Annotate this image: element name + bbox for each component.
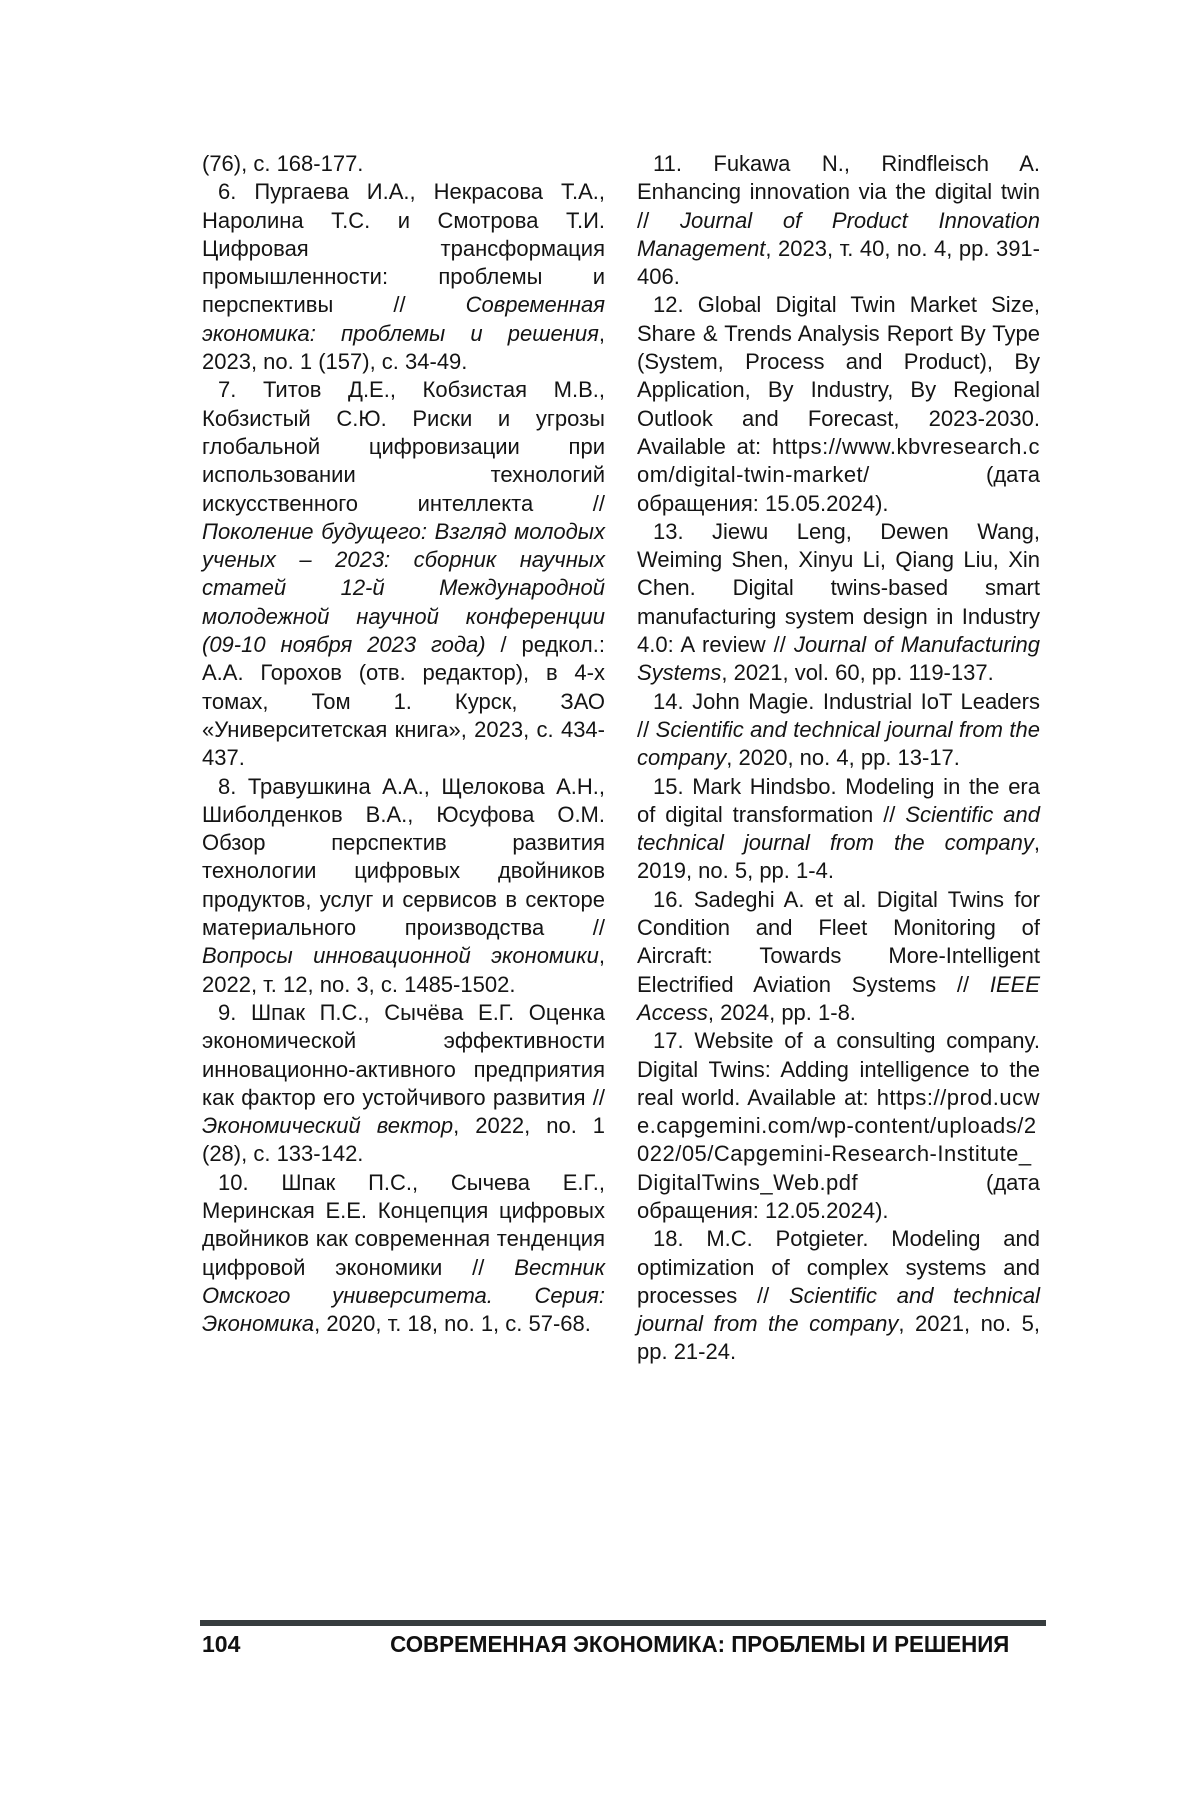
reference-source-title: Вопросы инновационной экономики (202, 943, 599, 969)
reference-item (202, 376, 605, 772)
reference-text: , 2021, no. 5, pp. 21-24. (637, 1311, 1041, 1365)
reference-source-title: Journal of Product Innovation Management (637, 207, 1041, 261)
reference-text: , 2022, т. 12, no. 3, с. 1485-1502. (202, 943, 605, 997)
reference-item (637, 688, 1040, 773)
reference-source-title: Современная экономика: проблемы и решения (202, 292, 605, 346)
reference-item (637, 150, 1040, 291)
reference-item (637, 518, 1040, 688)
references-column-left (202, 150, 605, 1338)
page-number: 104 (202, 1631, 241, 1657)
reference-text: 16. Sadeghi A. et al. Digital Twins for Condition and Fleet Monitoring of Aircraft: Towards More-Intelligent Electrified Aviation Systems // (637, 886, 1040, 997)
reference-source-title: Scientific and technical journal from the company (637, 801, 1040, 856)
reference-text: (76), с. 168-177. (202, 151, 364, 176)
reference-text: , 2023, т. 40, no. 4, pp. 391-406. (637, 235, 1040, 290)
reference-text: 18. M.C. Potgieter. Modeling and optimization of complex systems and processes // (637, 1226, 1040, 1308)
reference-text: 8. Травушкина А.А., Щелокова А.Н., Шиболденков В.А., Юсуфова О.М. Обзор перспектив развития технологии цифровых двойников продуктов, услуг и сервисов в секторе материального производства // (202, 773, 605, 941)
reference-text: 10. Шпак П.С., Сычева Е.Г., Меринская Е.Е. Концепция цифровых двойников как современная тенденция цифровой экономики // (202, 1169, 605, 1280)
reference-text: , 2023, no. 1 (157), с. 34-49. (202, 320, 605, 375)
reference-item (637, 773, 1040, 886)
reference-text: 13. Jiewu Leng, Dewen Wang, Weiming Shen, Xinyu Li, Qiang Liu, Xin Chen. Digital twins-based smart manufacturing system design in Industry 4.0: A review // (637, 518, 1040, 658)
reference-source-title: Вестник Омского университета. Серия: Экономика (202, 1254, 605, 1337)
reference-item (202, 1169, 605, 1339)
reference-item (637, 291, 1040, 517)
reference-source-title: IEEE Access (637, 971, 1040, 1025)
reference-item (202, 178, 605, 376)
reference-item (637, 1225, 1040, 1366)
reference-text: 12. Global Digital Twin Market Size, Share & Trends Analysis Report By Type (System, Process and Product), By Application, By Industry, By Regional Outlook and Forecast, 2023-2030. Available at: (637, 292, 1040, 459)
reference-url: https://prod.ucwe.capgemini.com/wp-content/uploads/2022/05/Capgemini-Research-Institute_DigitalTwins_Web.pdf (637, 1084, 1040, 1195)
reference-text: 6. Пургаева И.А., Некрасова Т.А., Наролина Т.С. и Смотрова Т.И. Цифровая трансформация промышленности: проблемы и перспективы // (202, 179, 605, 318)
reference-text: (дата обращения: 12.05.2024). (637, 1169, 1040, 1223)
reference-source-title: Scientific and technical journal from the company (637, 1282, 1041, 1337)
reference-item (202, 150, 605, 178)
reference-text: (дата обращения: 15.05.2024). (637, 462, 1040, 516)
reference-url: https://www.kbvresearch.com/digital-twin-market/ (637, 433, 1040, 488)
journal-title: СОВРЕМЕННАЯ ЭКОНОМИКА: ПРОБЛЕМЫ И РЕШЕНИЯ (389, 1631, 1009, 1657)
reference-text: , 2022, no. 1 (28), с. 133-142. (202, 1113, 605, 1167)
reference-text: , 2019, no. 5, pp. 1-4. (637, 830, 1040, 884)
reference-text: 9. Шпак П.С., Сычёва Е.Г. Оценка экономической эффективности инновационно-активного предприятия как фактор его устойчивого развития // (202, 999, 605, 1110)
reference-text: 11. Fukawa N., Rindfleisch A. Enhancing innovation via the digital twin // (637, 151, 1040, 233)
reference-text: , 2020, no. 4, pp. 13-17. (726, 745, 960, 771)
reference-text: 14. John Magie. Industrial IoT Leaders // (637, 688, 1040, 742)
reference-item (637, 1027, 1040, 1225)
reference-item (637, 886, 1040, 1027)
reference-text: 15. Mark Hindsbo. Modeling in the era of digital transformation // (637, 773, 1040, 827)
reference-text: , 2024, pp. 1-8. (707, 999, 856, 1025)
reference-text: 17. Website of a consulting company. Digital Twins: Adding intelligence to the real world. Available at: (637, 1028, 1040, 1110)
footer-divider (200, 1620, 1046, 1626)
reference-item (202, 999, 605, 1169)
page-footer (200, 1631, 1046, 1663)
reference-text: , 2021, vol. 60, pp. 119-137. (721, 660, 994, 686)
reference-text: , 2020, т. 18, no. 1, с. 57-68. (314, 1311, 591, 1337)
reference-text: 7. Титов Д.Е., Кобзистая М.В., Кобзистый С.Ю. Риски и угрозы глобальной цифровизации при использовании технологий искусственного интеллекта // (202, 377, 605, 516)
reference-source-title: Поколение будущего: Взгляд молодых ученых – 2023: сборник научных статей 12-й Международной молодежной научной конференции (09-10 ноября 2023 года) (202, 518, 605, 658)
reference-item (202, 773, 605, 999)
references-column-right (637, 150, 1040, 1367)
reference-source-title: Journal of Manufacturing Systems (637, 632, 1040, 686)
reference-source-title: Экономический вектор (202, 1113, 454, 1139)
reference-source-title: Scientific and technical journal from the company (637, 716, 1040, 771)
reference-text: / редкол.: А.А. Горохов (отв. редактор), в 4-х томах, Том 1. Курск, ЗАО «Университетская книга», 2023, с. 434-437. (202, 632, 605, 771)
